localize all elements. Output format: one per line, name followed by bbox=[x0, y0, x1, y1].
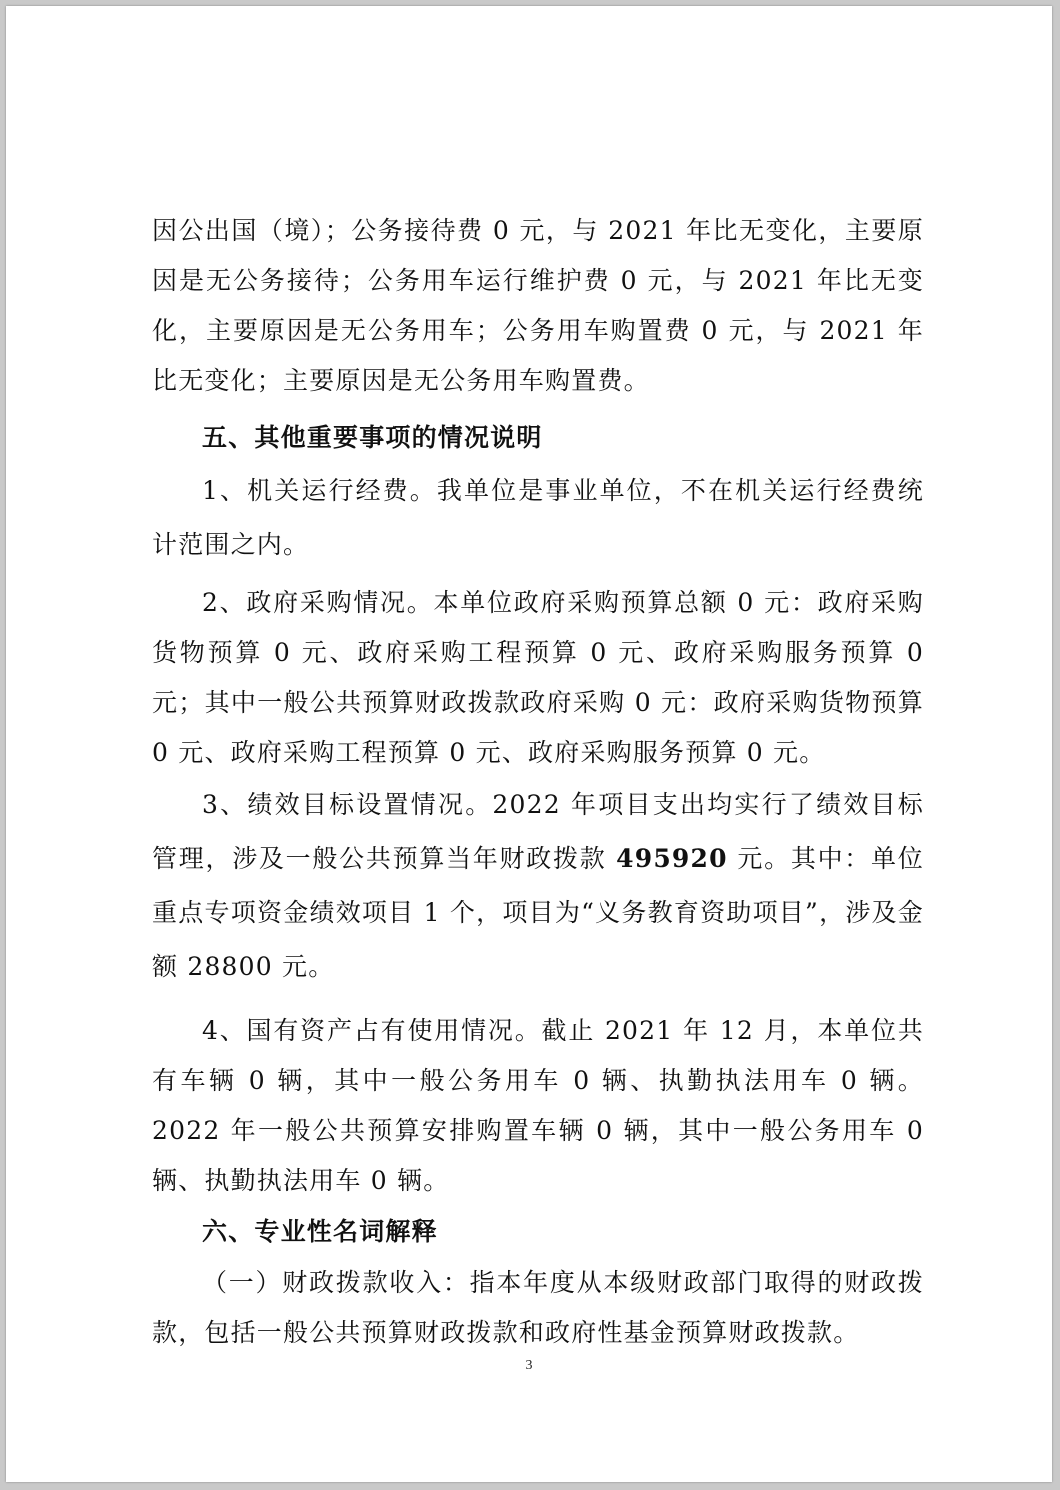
paragraph-performance-targets bbox=[152, 778, 924, 994]
section-heading-terminology: 六、专业性名词解释 bbox=[202, 1217, 438, 1246]
page-number: 3 bbox=[525, 1358, 533, 1373]
performance-amount: 495920 bbox=[616, 844, 728, 873]
section-heading-other-matters: 五、其他重要事项的情况说明 bbox=[202, 423, 543, 452]
performance-text-before: 3、绩效目标设置情况。2022 年项目支出均实行了绩效目标管理，涉及一般公共预算当年财政拨款 bbox=[152, 790, 924, 873]
document-page bbox=[6, 6, 1052, 1482]
paragraph-operating-expenses: 1、机关运行经费。我单位是事业单位，不在机关运行经费统计范围之内。 bbox=[152, 476, 924, 559]
paragraph-state-assets: 4、国有资产占有使用情况。截止 2021 年 12 月，本单位共有车辆 0 辆，其中一般公务用车 0 辆、执勤执法用车 0 辆。2022 年一般公共预算安排购置车辆 0 辆，其中一般公务用车 0 辆、执勤执法用车 0 辆。 bbox=[152, 1016, 924, 1195]
document-body bbox=[152, 206, 924, 1358]
paragraph-continuation: 因公出国（境）；公务接待费 0 元，与 2021 年比无变化，主要原因是无公务接待；公务用车运行维护费 0 元，与 2021 年比无变化，主要原因是无公务用车；公务用车购置费 0 元，与 2021 年比无变化；主要原因是无公务用车购置费。 bbox=[152, 216, 924, 395]
paragraph-definition-appropriation: （一）财政拨款收入：指本年度从本级财政部门取得的财政拨款，包括一般公共预算财政拨款和政府性基金预算财政拨款。 bbox=[152, 1268, 924, 1347]
performance-text-after: 元。其中：单位重点专项资金绩效项目 1 个，项目为“义务教育资助项目”，涉及金额 28800 元。 bbox=[152, 844, 924, 981]
paragraph-government-procurement: 2、政府采购情况。本单位政府采购预算总额 0 元：政府采购货物预算 0 元、政府采购工程预算 0 元、政府采购服务预算 0 元；其中一般公共预算财政拨款政府采购 0 元：政府采购货物预算 0 元、政府采购工程预算 0 元、政府采购服务预算 0 元。 bbox=[152, 588, 924, 767]
